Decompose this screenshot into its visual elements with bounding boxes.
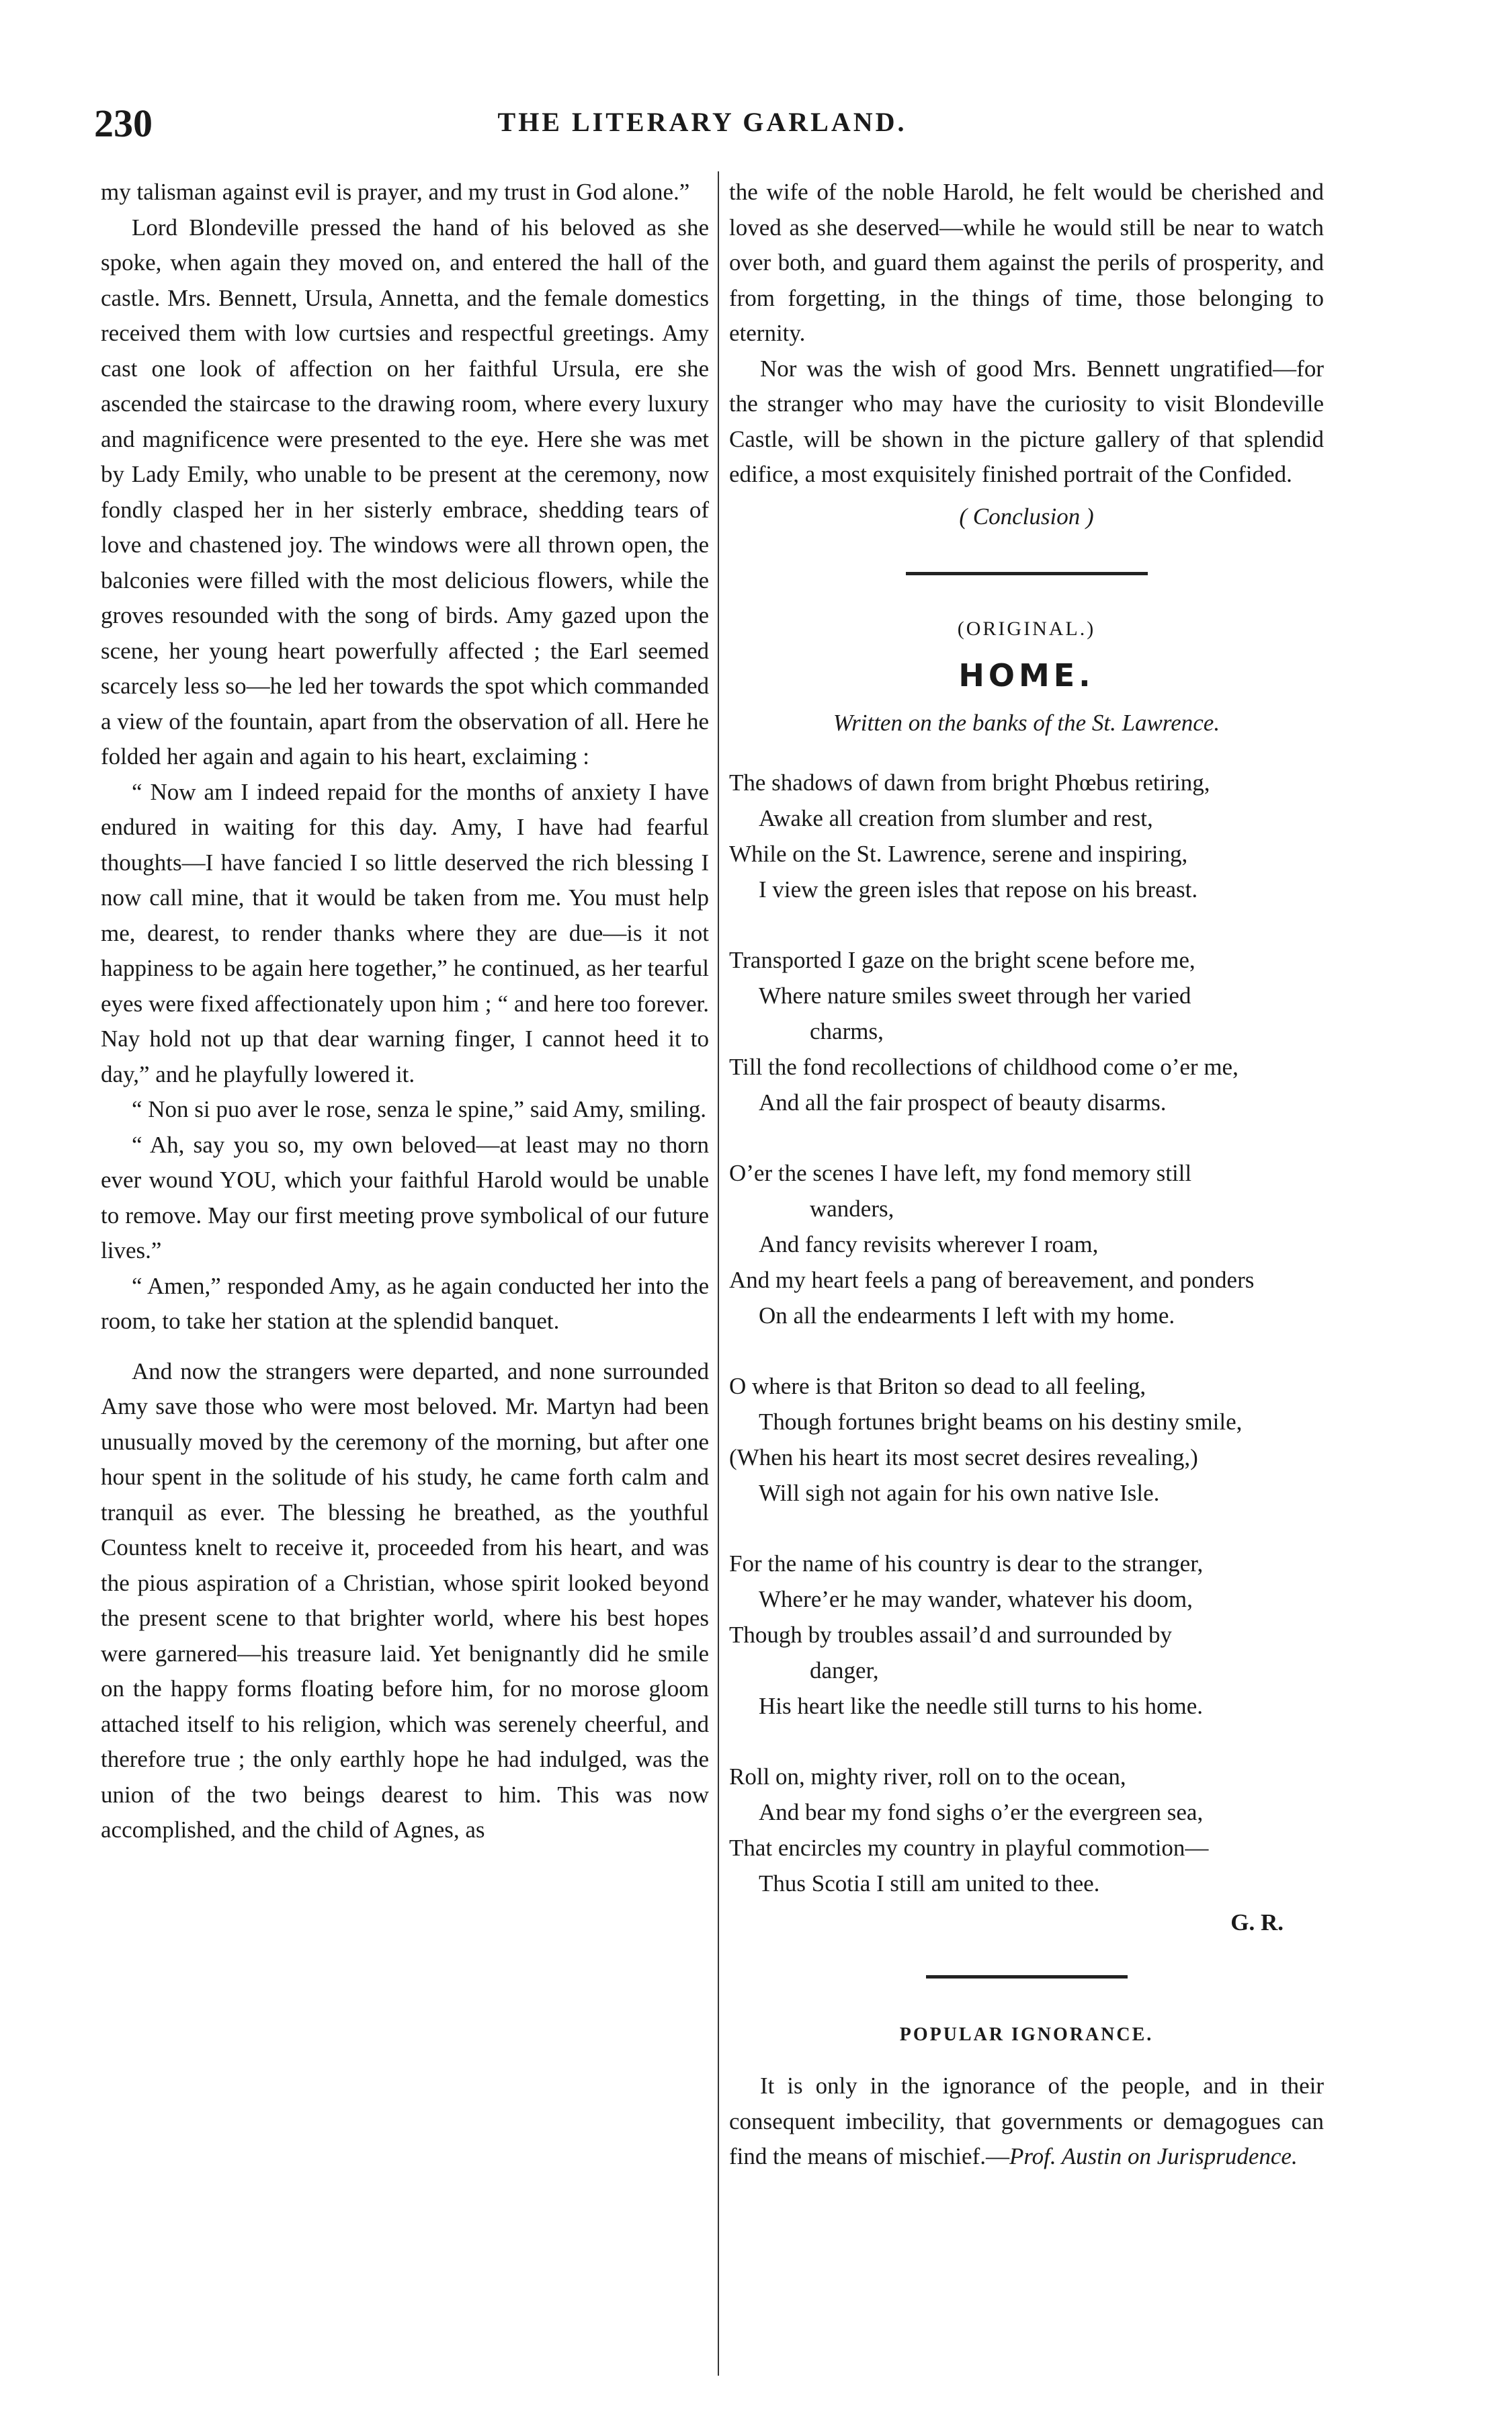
- poem-line: Will sigh not again for his own native Isle.: [759, 1480, 1160, 1506]
- poem-line: On all the endearments I left with my home.: [759, 1302, 1175, 1329]
- poem-line: (When his heart its most secret desires revealing,): [729, 1444, 1198, 1470]
- right-column: [729, 175, 1324, 2175]
- poem-stanza: [729, 1155, 1324, 1333]
- paragraph: the wife of the noble Harold, he felt would be cherished and loved as she deserved—while he would still be near to watch over both, and guard them against the perils of prosperity, and from forgetting, in the things of time, those belonging to eternity.: [729, 179, 1324, 346]
- poem-line: Awake all creation from slumber and rest,: [759, 805, 1153, 831]
- paragraph: And now the strangers were departed, and none surrounded Amy save those who were most beloved. Mr. Martyn had been unusually moved by the ceremony of the morning, but after one hour spent in the solitude of his study, he came forth calm and tranquil as ever. The blessing he breathed, as the youthful Countess knelt to receive it, proceeded from his heart, and was the pious aspiration of a Christian, whose spirit looked beyond the present scene to that brighter world, where his best hopes were garnered—his treasure laid. Yet benignantly did he smile on the happy forms floating before him, for no morose gloom attached itself to his religion, which was serenely cheerful, and therefore true ; the only earthly hope he had indulged, was the union of the two beings dearest to him. This was now accomplished, and the child of Agnes, as: [101, 1358, 709, 1843]
- paragraph: “ Ah, say you so, my own beloved—at least may no thorn ever wound YOU, which your faithful Harold would be unable to remove. May our first meeting prove symbolical of our future lives.”: [101, 1131, 709, 1263]
- poem-line: And bear my fond sighs o’er the evergreen sea,: [759, 1799, 1204, 1825]
- poem-line: Though fortunes bright beams on his destiny smile,: [759, 1409, 1243, 1435]
- column-divider: [718, 171, 719, 2376]
- poem-subtitle: Written on the banks of the St. Lawrence.: [833, 710, 1220, 736]
- poem-stanza: [729, 1546, 1324, 1724]
- paragraph: “ Amen,” responded Amy, as he again conducted her into the room, to take her station at the splendid banquet.: [101, 1272, 709, 1334]
- poem-line: Till the fond recollections of childhood come o’er me,: [729, 1054, 1238, 1080]
- running-title: THE LITERARY GARLAND.: [497, 107, 907, 137]
- poem-line: charms,: [810, 1018, 884, 1044]
- poem-line: wanders,: [810, 1196, 894, 1222]
- poem: [729, 765, 1324, 1901]
- signature: G. R.: [1230, 1909, 1284, 1936]
- paragraph: my talisman against evil is prayer, and my trust in God alone.”: [101, 179, 690, 205]
- original-tag: (ORIGINAL.): [957, 618, 1096, 640]
- poem-line: Roll on, mighty river, roll on to the ocean,: [729, 1763, 1126, 1790]
- poem-line: His heart like the needle still turns to his home.: [759, 1693, 1203, 1719]
- poem-line: And my heart feels a pang of bereavement, and ponders: [729, 1267, 1255, 1293]
- conclusion-label: ( Conclusion ): [959, 503, 1094, 530]
- poem-line: Transported I gaze on the bright scene before me,: [729, 947, 1195, 973]
- left-column: [101, 175, 709, 1848]
- poem-line: Where’er he may wander, whatever his doom,: [759, 1586, 1193, 1612]
- poem-line: And all the fair prospect of beauty disarms.: [759, 1089, 1167, 1116]
- section-rule: [926, 1975, 1128, 1979]
- poem-line: I view the green isles that repose on his breast.: [759, 876, 1198, 903]
- section-heading: POPULAR IGNORANCE.: [899, 2024, 1154, 2045]
- poem-line: That encircles my country in playful commotion—: [729, 1835, 1209, 1861]
- poem-line: While on the St. Lawrence, serene and inspiring,: [729, 841, 1188, 867]
- poem-stanza: [729, 765, 1324, 907]
- poem-line: Thus Scotia I still am united to thee.: [759, 1870, 1100, 1897]
- page-number: 230: [94, 101, 153, 145]
- poem-line: The shadows of dawn from bright Phœbus retiring,: [729, 769, 1210, 796]
- quote-paragraph: [729, 2069, 1324, 2175]
- section-rule: [906, 572, 1148, 575]
- poem-stanza: [729, 1759, 1324, 1901]
- poem-line: O where is that Briton so dead to all feeling,: [729, 1373, 1146, 1399]
- poem-line: And fancy revisits wherever I roam,: [759, 1231, 1099, 1257]
- poem-line: danger,: [810, 1657, 879, 1683]
- poem-title: HOME.: [958, 657, 1095, 694]
- poem-stanza: [729, 942, 1324, 1120]
- poem-line: Where nature smiles sweet through her varied: [759, 983, 1191, 1009]
- poem-line: O’er the scenes I have left, my fond memory still: [729, 1160, 1192, 1186]
- page-header: [94, 101, 1310, 155]
- paragraph: Lord Blondeville pressed the hand of his beloved as she spoke, when again they moved on, and entered the hall of the castle. Mrs. Bennett, Ursula, Annetta, and the female domestics received them with low curtsies and respectful greetings. Amy cast one look of affection on her faithful Ursula, ere she ascended the staircase to the drawing room, where every luxury and magnificence were presented to the eye. Here she was met by Lady Emily, who unable to be present at the ceremony, now fondly clasped her in her sisterly embrace, shedding tears of love and chastened joy. The windows were all thrown open, the balconies were filled with the most delicious flowers, while the groves resounded with the song of birds. Amy gazed upon the scene, her young heart powerfully affected ; the Earl seemed scarcely less so—he led her towards the spot which commanded a view of the fountain, apart from the observation of all. Here he folded her again and again to his heart, exclaiming :: [101, 214, 709, 769]
- quote-attribution: Prof. Austin on Jurisprudence.: [1009, 2143, 1298, 2169]
- quote-text: It is only in the ignorance of the people, and in their consequent imbecility, that governments or demagogues can find the means of mischief.—: [729, 2073, 1324, 2169]
- poem-line: Though by troubles assail’d and surrounded by: [729, 1622, 1173, 1648]
- paragraph: “ Now am I indeed repaid for the months of anxiety I have endured in waiting for this day. Amy, I have had fearful thoughts—I have fancied I so little deserved the rich blessing I now call mine, that it would be taken from me. You must help me, dearest, to render thanks where they are due—is it not happiness to be again here together,” he continued, as her tearful eyes were fixed affectionately upon him ; “ and here too forever. Nay hold not up that dear warning finger, I cannot heed it to day,” and he playfully lowered it.: [101, 778, 709, 1087]
- poem-stanza: [729, 1368, 1324, 1511]
- paragraph: “ Non si puo aver le rose, senza le spine,” said Amy, smiling.: [132, 1096, 707, 1122]
- poem-line: For the name of his country is dear to the stranger,: [729, 1550, 1204, 1577]
- paragraph: Nor was the wish of good Mrs. Bennett ungratified—for the stranger who may have the curiosity to visit Blondeville Castle, will be shown in the picture gallery of that splendid edifice, a most exquisitely finished portrait of the Confided.: [729, 355, 1324, 487]
